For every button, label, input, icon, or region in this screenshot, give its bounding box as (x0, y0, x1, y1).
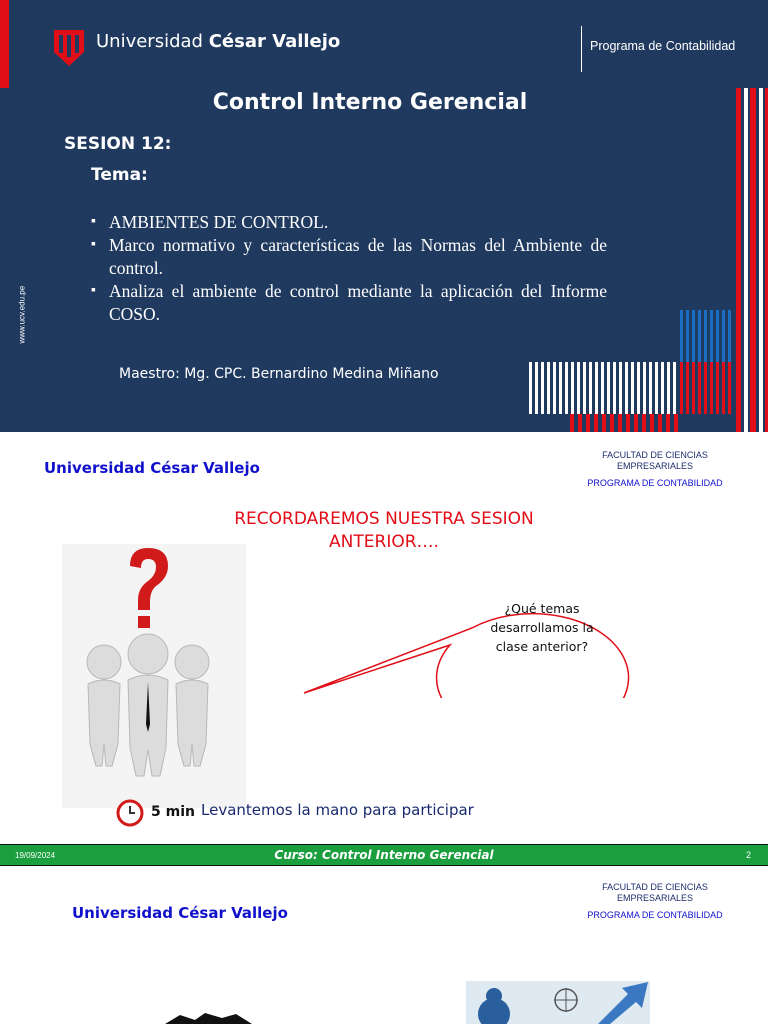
faculty-line: EMPRESARIALES (616, 893, 694, 903)
footer-date: 19/09/2024 (15, 851, 56, 860)
footer-page-number: 2 (746, 850, 752, 860)
timer-label: 5 min (151, 804, 195, 820)
participate-prompt: Levantemos la mano para participar (201, 801, 474, 819)
tema-label: Tema: (91, 165, 148, 185)
website-url: www.ucv.edu.pe (17, 285, 27, 344)
slide-next (0, 868, 768, 1024)
faculty-line: FACULTAD DE CIENCIAS (602, 450, 708, 460)
university-name: Universidad César Vallejo (44, 459, 260, 477)
topic-item: ▪ Analiza el ambiente de control mediante la aplicación del Informe COSO. (91, 280, 607, 326)
slide-recall (0, 434, 768, 866)
slide-title (0, 0, 768, 432)
faculty-block (582, 450, 728, 489)
footer-course: Curso: Control Interno Gerencial (274, 848, 494, 862)
ucv-logo-icon (52, 28, 86, 68)
recall-heading: RECORDAREMOS NUESTRA SESION ANTERIOR…. (234, 509, 534, 552)
university-brand: Universidad César Vallejo (96, 31, 341, 52)
topic-item: ▪ AMBIENTES DE CONTROL. (91, 211, 607, 234)
course-title: Control Interno Gerencial (212, 90, 528, 115)
thinking-people-illustration (62, 544, 246, 808)
program-label: PROGRAMA DE CONTABILIDAD (587, 910, 723, 920)
header-divider (581, 26, 582, 72)
university-name: Universidad César Vallejo (72, 904, 288, 922)
bubble-question: ¿Qué temas desarrollamos la clase anterior? (490, 601, 594, 654)
slide-footer (0, 844, 768, 866)
clock-icon (116, 799, 144, 827)
topic-list (91, 211, 607, 326)
faculty-line: EMPRESARIALES (616, 461, 694, 471)
teacher-name: Maestro: Mg. CPC. Bernardino Medina Miñano (119, 366, 439, 382)
session-label: SESION 12: (64, 134, 172, 154)
topic-item: ▪ Marco normativo y características de las Normas del Ambiente de control. (91, 234, 607, 280)
business-illustration (0, 868, 768, 1024)
program-label: Programa de Contabilidad (590, 39, 736, 53)
program-label: PROGRAMA DE CONTABILIDAD (587, 478, 723, 488)
faculty-line: FACULTAD DE CIENCIAS (602, 882, 708, 892)
